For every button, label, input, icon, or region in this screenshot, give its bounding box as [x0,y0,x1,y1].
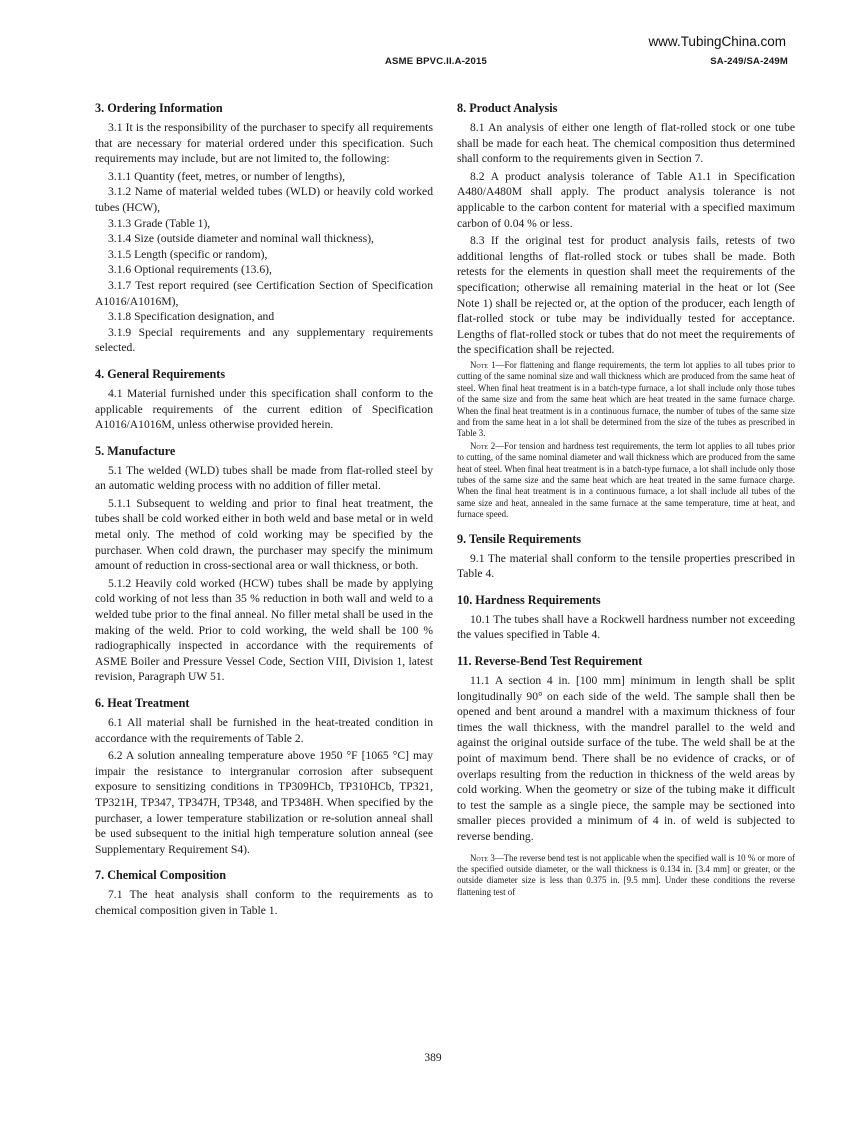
paragraph: 10.1 The tubes shall have a Rockwell hardness number not exceeding the values specified in Table 4. [457,612,795,642]
section-general-requirements [95,366,433,433]
right-column [457,100,795,908]
section-heading: 3. Ordering Information [95,101,223,115]
note-1 [457,360,795,440]
list-item: 3.1.9 Special requirements and any supplementary requirements selected. [95,325,433,355]
section-heading: 8. Product Analysis [457,101,558,115]
note-text: —The reverse bend test is not applicable when the specified wall is 10 % or more of the specified outside diameter, or the wall thickness is 0.134 in. [3.4 mm] or greater, or the outside diameter size is less than 0.375 in. [9.5 mm]. Under these conditions the reverse flattening test of [457,852,795,897]
paragraph: 11.1 A section 4 in. [100 mm] minimum in length shall be split longitudinally 90° on each side of the weld. The sample shall then be opened and bent around a mandrel with a maximum thickness of four times the wall thickness, with the mandrel parallel to the weld and against the original outside surface of the tube. The weld shall be at the point of maximum bend. There shall be no evidence of cracks, or of overlaps resulting from the reduction in thickness of the weld areas by cold working. When the geometry or size of the tubing make it difficult to test the sample as a single piece, the sample may be sectioned into smaller pieces provided a minimum of 4 in. of weld is subjected to reverse bending. [457,673,795,843]
note-3 [457,853,795,899]
section-heat-treatment [95,695,433,857]
section-tensile-requirements [457,531,795,582]
section-product-analysis [457,100,795,521]
list-item: 3.1.2 Name of material welded tubes (WLD) or heavily cold worked tubes (HCW), [95,185,433,214]
section-manufacture [95,443,433,685]
note-2 [457,441,795,521]
list-item: 3.1.5 Length (specific or random), [108,247,268,261]
section-heading: 10. Hardness Requirements [457,592,601,607]
list-item: 3.1.4 Size (outside diameter and nominal wall thickness), [108,232,374,246]
section-heading: 7. Chemical Composition [95,868,227,883]
paragraph: 7.1 The heat analysis shall conform to the requirements as to chemical composition given in Table 1. [95,888,433,917]
section-reverse-bend-test [457,653,795,898]
list-item: 3.1.7 Test report required (see Certification Section of Specification A1016/A1016M), [95,278,433,308]
running-header-left: ASME BPVC.II.A-2015 [385,56,487,67]
paragraph: 5.1 The welded (WLD) tubes shall be made from flat-rolled steel by an automatic welding process with no addition of filler metal. [95,463,433,493]
note-label: Note 2 [470,440,496,451]
paragraph: 8.1 An analysis of either one length of flat-rolled stock or one tube shall be made for each heat. The chemical composition thus determined shall conform to the requirements given in Section 7. [457,121,795,166]
paragraph: 3.1 It is the responsibility of the purchaser to specify all requirements that are necessary for material ordered under this specification. Such requirements may include, but are not limited to, the following: [95,121,433,166]
note-label: Note 3 [470,852,495,863]
section-heading: 5. Manufacture [95,443,176,458]
list-item: 3.1.1 Quantity (feet, metres, or number of lengths), [108,169,345,183]
section-heading: 9. Tensile Requirements [457,531,582,546]
left-column [95,100,433,929]
watermark: www.TubingChina.com [648,34,786,49]
section-ordering-information [95,100,433,356]
paragraph: 8.2 A product analysis tolerance of Table A1.1 in Specification A480/A480M shall apply. The product analysis tolerance is not applicable to the carbon content for material with a specified maximum carbon of 0.04 % or less. [457,169,795,230]
paragraph: 9.1 The material shall conform to the tensile properties prescribed in Table 4. [457,551,795,581]
section-heading: 6. Heat Treatment [95,696,190,710]
list-item: 3.1.8 Specification designation, and [108,310,275,324]
section-hardness-requirements [457,592,795,643]
note-text: —For flattening and flange requirements, the term lot applies to all tubes prior to cutting of the same nominal size and wall thickness which are produced from the same heat of steel. When final heat treatment is in a batch-type furnace, a lot shall include only those tubes of the same size and from the same heat which are heat treated in the same furnace charge. When the final heat treatment is in a continuous furnace, the number of tubes of the same size and from the same heat in a lot shall be determined from the size of the tubes as prescribed in Table 3. [457,359,796,439]
list-item: 3.1.3 Grade (Table 1), [108,216,211,230]
section-chemical-composition [95,867,433,918]
paragraph: 5.1.2 Heavily cold worked (HCW) tubes shall be made by applying cold working of not less than 35 % reduction in both wall and weld to a welded tube prior to the final anneal. No filler metal shall be used in the making of the weld. Prior to cold working, the weld shall be 100 % radiographically inspected in accordance with the requirements of ASME Boiler and Pressure Vessel Code, Section VIII, Division 1, latest revision, Paragraph UW 51. [95,576,433,684]
paragraph: 5.1.1 Subsequent to welding and prior to final heat treatment, the tubes shall be cold worked either in both weld and base metal or in weld metal only. The method of cold working may be specified by the purchaser. When cold drawn, the purchaser may specify the minimum amount of reduction in cross-sectional area or wall thickness, or both. [95,496,433,573]
page-number: 389 [424,1052,442,1064]
running-header-right: SA-249/SA-249M [710,56,788,67]
paragraph: 6.2 A solution annealing temperature above 1950 °F [1065 °C] may impair the resistance to intergranular corrosion after subsequent exposure to sensitizing conditions in TP309HCb, TP310HCb, TP321, TP321H, TP347, TP347H, TP348, and TP348H. When specified by the purchaser, a lower temperature stabilization or re-solution anneal shall be used subsequent to the initial high temperature solution anneal (see Supplementary Requirement S4). [95,749,433,856]
note-text: —For tension and hardness test requirements, the term lot applies to all tubes prior to cutting, of the same nominal diameter and wall thickness which are produced from the same heat of steel. When final heat treatment is in a batch-type furnace, a lot shall include only those tubes of the same size and the same heat which are heat treated in the same furnace charge. When the final heat treatment is in a continuous furnace, a lot shall include all tubes of the same size and heat, annealed in the same furnace at the same temperature, time at heat, and furnace speed. [457,440,795,520]
section-heading: 11. Reverse-Bend Test Requirement [457,653,643,668]
paragraph: 8.3 If the original test for product analysis fails, retests of two additional lengths of flat-rolled stock or tubes shall be made. Both retests for the elements in question shall meet the requirements of the specification; otherwise all remaining material in the heat or lot (See Note 1) shall be rejected or, at the option of the producer, each length of flat-rolled stock or tube may be individually tested for acceptance. Lengths of flat-rolled stock or tubes that do not meet the requirements of the specification shall be rejected. [457,234,795,357]
section-heading: 4. General Requirements [95,366,226,381]
note-label: Note 1 [470,359,496,370]
paragraph: 4.1 Material furnished under this specification shall conform to the applicable requirements of the current edition of Specification A1016/A1016M, unless otherwise provided herein. [95,386,433,432]
paragraph: 6.1 All material shall be furnished in the heat-treated condition in accordance with the requirements of Table 2. [95,716,433,745]
list-item: 3.1.6 Optional requirements (13.6), [108,263,272,277]
